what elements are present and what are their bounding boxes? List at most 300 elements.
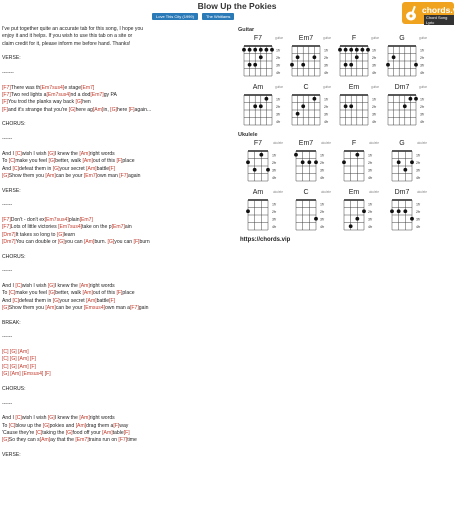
lyric-text: ------ bbox=[2, 400, 13, 407]
chord-link[interactable]: [Em7] bbox=[90, 92, 104, 99]
fret-label: 3fr bbox=[272, 168, 277, 173]
lyric-text: ------ bbox=[2, 334, 13, 341]
fret-label: 4fr bbox=[368, 175, 373, 180]
fret-label: 3fr bbox=[276, 112, 281, 117]
chord-link[interactable]: [Em7] bbox=[75, 437, 89, 444]
chord-link[interactable]: [C] bbox=[35, 429, 43, 436]
fret-label: 4fr bbox=[320, 175, 325, 180]
chord-link[interactable]: [C] [G] [Am] [F] bbox=[2, 356, 36, 363]
logo-subtitle: Chord Song Lyric bbox=[424, 15, 454, 25]
chord-source-label: ukulele bbox=[320, 190, 331, 194]
finger-dot bbox=[403, 104, 407, 108]
chord-diagram[interactable] bbox=[238, 35, 284, 81]
chord-diagram[interactable] bbox=[238, 189, 284, 235]
finger-dot bbox=[246, 209, 250, 213]
fret-label: 3fr bbox=[416, 168, 421, 173]
fret-label: 3fr bbox=[420, 63, 425, 68]
lyric-text: again... bbox=[134, 106, 152, 113]
chord-link[interactable]: [Am] bbox=[86, 165, 97, 172]
finger-dot bbox=[344, 63, 348, 67]
finger-dot bbox=[294, 153, 298, 157]
chord-link[interactable]: [F] bbox=[123, 429, 130, 436]
chord-link[interactable]: [F] bbox=[2, 99, 8, 106]
fret-label: 2fr bbox=[272, 209, 277, 214]
lyric-line bbox=[2, 188, 234, 195]
finger-dot bbox=[355, 48, 359, 52]
chord-link[interactable]: [F] bbox=[133, 238, 140, 245]
fret-label: 3fr bbox=[372, 63, 377, 68]
chord-source-label: guitar bbox=[275, 36, 283, 40]
finger-dot bbox=[349, 224, 353, 228]
chord-link[interactable]: [G] bbox=[110, 106, 117, 113]
lyric-text: So they can s bbox=[8, 437, 40, 444]
fretboard bbox=[334, 43, 380, 79]
fret-label: 4fr bbox=[272, 224, 277, 229]
lyric-line bbox=[2, 312, 234, 319]
chord-link[interactable]: [G] bbox=[68, 106, 76, 113]
fret-label: 1fr bbox=[420, 97, 425, 102]
chord-diagram[interactable] bbox=[286, 84, 332, 130]
finger-dot bbox=[253, 104, 257, 108]
chord-link[interactable]: [F] bbox=[2, 106, 8, 113]
lyric-line bbox=[2, 166, 234, 173]
lyric-text: I knew the bbox=[54, 283, 80, 290]
finger-dot bbox=[259, 104, 263, 108]
lyric-line bbox=[2, 26, 234, 33]
site-url[interactable]: https://chords.vip bbox=[240, 237, 291, 243]
fret-label: 4fr bbox=[420, 119, 425, 124]
fret-label: 2fr bbox=[272, 160, 277, 165]
lyric-text: right words bbox=[89, 150, 115, 157]
fret-label: 2fr bbox=[324, 104, 329, 109]
chord-source-label: guitar bbox=[371, 36, 379, 40]
lyric-line bbox=[2, 408, 234, 415]
lyric-text: make you feel bbox=[15, 158, 49, 165]
chord-link[interactable]: [G] bbox=[47, 150, 55, 157]
lyric-line bbox=[2, 327, 234, 334]
song-title: Blow Up the Pokies bbox=[197, 1, 277, 11]
chord-link[interactable]: [Em7sus4] bbox=[44, 216, 69, 223]
fret-label: 4fr bbox=[272, 175, 277, 180]
lyric-line bbox=[2, 224, 234, 231]
fretboard bbox=[238, 43, 284, 79]
finger-dot bbox=[307, 160, 311, 164]
fret-label: 3fr bbox=[324, 112, 329, 117]
lyric-line bbox=[2, 136, 234, 143]
chord-link[interactable]: [Em7sus4] bbox=[46, 92, 71, 99]
lyric-line bbox=[2, 430, 234, 437]
finger-dot bbox=[266, 168, 270, 172]
lyric-text: ay that the bbox=[50, 437, 76, 444]
finger-dot bbox=[403, 209, 407, 213]
chord-name: Dm7 bbox=[394, 189, 410, 196]
chord-diagram[interactable] bbox=[334, 189, 380, 235]
fret-label: 2fr bbox=[420, 55, 425, 60]
fret-label: 4fr bbox=[420, 70, 425, 75]
lyric-line bbox=[2, 290, 234, 297]
fretboard bbox=[334, 92, 380, 128]
chord-link[interactable]: [Emsus4] bbox=[83, 305, 106, 312]
site-logo[interactable] bbox=[402, 2, 465, 25]
lyric-text: And bbox=[2, 297, 13, 304]
finger-dot bbox=[349, 63, 353, 67]
guitar-chord-grid bbox=[238, 35, 428, 130]
finger-dot bbox=[253, 48, 257, 52]
lyric-text: 'Cause they're bbox=[2, 429, 36, 436]
lyric-line bbox=[2, 276, 234, 283]
finger-dot bbox=[344, 48, 348, 52]
chord-link[interactable]: [G] bbox=[52, 297, 60, 304]
chord-link[interactable]: [Dm7] bbox=[2, 238, 16, 245]
chord-link[interactable]: [F7] bbox=[2, 92, 11, 99]
song-lyrics bbox=[2, 26, 234, 459]
finger-dot bbox=[253, 168, 257, 172]
lyric-text: way bbox=[119, 422, 129, 429]
chord-link[interactable]: [Am] bbox=[86, 297, 97, 304]
fret-label: 2fr bbox=[372, 104, 377, 109]
artist-tag[interactable]: The Whitlams bbox=[202, 13, 234, 20]
lyric-text: Don't - don't ex bbox=[10, 216, 45, 223]
lyric-line bbox=[2, 92, 234, 99]
chord-link[interactable]: [F7] bbox=[2, 84, 11, 91]
chord-link[interactable]: [Em7] bbox=[111, 224, 125, 231]
lyric-line bbox=[2, 445, 234, 452]
chord-link[interactable]: [C] bbox=[12, 165, 19, 172]
chord-name: Em bbox=[348, 84, 360, 91]
lyric-text: out of this bbox=[92, 158, 117, 165]
finger-dot bbox=[301, 160, 305, 164]
fret-label: 1fr bbox=[372, 97, 377, 102]
lyric-text: trains run on bbox=[88, 437, 119, 444]
ukulele-chord-grid bbox=[238, 140, 428, 235]
chord-source-label: guitar bbox=[275, 85, 283, 89]
ukulele-panel-title: Ukulele bbox=[238, 132, 258, 138]
lyric-text: VERSE: bbox=[2, 187, 21, 194]
fret-label: 3fr bbox=[320, 217, 325, 222]
chord-link[interactable]: [G] bbox=[52, 165, 60, 172]
chord-link[interactable]: [G] [Am] [Emsus4] [F] bbox=[2, 371, 51, 378]
chord-name: Em bbox=[348, 189, 360, 196]
chord-link[interactable]: [Am] bbox=[79, 150, 90, 157]
lyric-text: And bbox=[2, 165, 13, 172]
lyric-text: pokies and bbox=[49, 422, 76, 429]
chord-source-label: ukulele bbox=[272, 190, 283, 194]
chord-link[interactable]: [F7] bbox=[2, 224, 11, 231]
chord-link[interactable]: [C] bbox=[8, 158, 16, 165]
chord-name: Am bbox=[252, 189, 264, 196]
finger-dot bbox=[355, 217, 359, 221]
lyric-line bbox=[2, 386, 234, 393]
finger-dot bbox=[313, 97, 317, 101]
chord-source-label: guitar bbox=[323, 85, 331, 89]
chord-link[interactable]: [C] bbox=[12, 297, 19, 304]
finger-dot bbox=[242, 48, 246, 52]
fret-label: 4fr bbox=[372, 119, 377, 124]
chord-link[interactable]: [G] bbox=[47, 415, 55, 422]
chord-diagram[interactable] bbox=[334, 35, 380, 81]
finger-dot bbox=[314, 160, 318, 164]
lyric-text: wish I wish bbox=[21, 415, 48, 422]
lyric-text: ------ bbox=[2, 202, 13, 209]
lyric-line bbox=[2, 401, 234, 408]
lyric-text: hen bbox=[82, 99, 91, 106]
lyric-text: battle bbox=[96, 297, 110, 304]
lyric-line bbox=[2, 41, 234, 48]
chord-link[interactable]: [G] bbox=[48, 158, 56, 165]
chord-diagram[interactable] bbox=[382, 140, 428, 186]
chord-link[interactable]: [Am] bbox=[92, 106, 104, 113]
lyric-text: You can double or bbox=[15, 238, 58, 245]
lyric-text: table bbox=[112, 429, 124, 436]
guitar-panel-title: Guitar bbox=[238, 27, 255, 33]
lyric-text: Show them you bbox=[8, 305, 46, 312]
lyric-text: Two red lights a bbox=[10, 92, 47, 99]
chord-link[interactable]: [Am] bbox=[79, 283, 90, 290]
chord-link[interactable]: [C] [G] [Am] bbox=[2, 349, 29, 356]
fret-label: 1fr bbox=[420, 48, 425, 53]
lyric-text: again bbox=[128, 172, 141, 179]
lyric-line bbox=[2, 393, 234, 400]
fretboard bbox=[382, 197, 428, 233]
chord-link[interactable]: [G] bbox=[2, 172, 9, 179]
lyric-line bbox=[2, 334, 234, 341]
chord-diagram[interactable] bbox=[238, 140, 284, 186]
finger-dot bbox=[390, 209, 394, 213]
chord-link[interactable]: [F7] bbox=[119, 172, 129, 179]
chord-name: F7 bbox=[253, 140, 263, 147]
chord-link[interactable]: [G] bbox=[57, 238, 65, 245]
finger-dot bbox=[265, 48, 269, 52]
chord-link[interactable]: [G] bbox=[56, 231, 64, 238]
chord-link[interactable]: [G] bbox=[65, 429, 73, 436]
fret-label: 2fr bbox=[372, 55, 377, 60]
lyric-text: drag them a bbox=[86, 422, 114, 429]
fretboard bbox=[334, 197, 380, 233]
chord-link[interactable]: [Am] bbox=[75, 422, 87, 429]
finger-dot bbox=[259, 48, 263, 52]
fret-label: 4fr bbox=[416, 224, 421, 229]
lyric-text: I knew the bbox=[54, 150, 80, 157]
lyric-text: take on the p bbox=[82, 224, 112, 231]
lyric-text: CHORUS: bbox=[2, 385, 26, 392]
lyric-text: out of this bbox=[92, 290, 117, 297]
chord-diagram[interactable] bbox=[334, 84, 380, 130]
chord-link[interactable]: [G] bbox=[107, 238, 115, 245]
lyric-line bbox=[2, 371, 234, 378]
fret-label: 2fr bbox=[320, 209, 325, 214]
chord-link[interactable]: [Am] bbox=[82, 290, 93, 297]
chord-name: Em7 bbox=[298, 35, 314, 42]
chord-link[interactable]: [F] bbox=[116, 290, 123, 297]
finger-dot bbox=[410, 217, 414, 221]
lyric-line bbox=[2, 246, 234, 253]
chord-name: F7 bbox=[253, 35, 263, 42]
chord-name: G bbox=[399, 140, 405, 147]
lyric-text: defeat them in bbox=[19, 297, 53, 304]
fret-label: 2fr bbox=[276, 104, 281, 109]
chord-diagram[interactable] bbox=[286, 35, 332, 81]
chord-name: C bbox=[303, 84, 309, 91]
chord-link[interactable]: [G] bbox=[42, 422, 50, 429]
chord-name: G bbox=[399, 35, 405, 42]
fret-label: 3fr bbox=[416, 217, 421, 222]
finger-dot bbox=[349, 104, 353, 108]
chord-link[interactable]: [Am] bbox=[83, 238, 95, 245]
lyric-text: right words bbox=[89, 283, 115, 290]
lyric-text: BREAK: bbox=[2, 319, 21, 326]
finger-dot bbox=[414, 97, 418, 101]
chord-link[interactable]: [F] bbox=[128, 106, 135, 113]
chord-diagram[interactable] bbox=[334, 140, 380, 186]
lyric-line bbox=[2, 356, 234, 363]
chord-diagram[interactable] bbox=[382, 35, 428, 81]
chord-link[interactable]: [G] bbox=[2, 305, 9, 312]
lyric-line bbox=[2, 48, 234, 55]
chord-link[interactable]: [G] bbox=[2, 437, 9, 444]
lyric-text: learn bbox=[63, 231, 76, 238]
chord-link[interactable]: [G] bbox=[75, 99, 83, 106]
lyric-text: ------- bbox=[2, 70, 14, 77]
chord-link[interactable]: [G] bbox=[48, 290, 56, 297]
chord-link[interactable]: [C] bbox=[8, 290, 16, 297]
chord-link[interactable]: [C] bbox=[15, 415, 22, 422]
chord-link[interactable]: [C] bbox=[15, 283, 22, 290]
chord-link[interactable]: [F7] bbox=[118, 437, 128, 444]
lyric-text: burn. bbox=[94, 238, 108, 245]
lyric-text: place bbox=[122, 158, 135, 165]
chord-link[interactable]: [Am] bbox=[45, 172, 56, 179]
finger-dot bbox=[361, 48, 365, 52]
finger-dot bbox=[253, 63, 257, 67]
chord-link[interactable]: [F] bbox=[109, 165, 116, 172]
chord-diagram[interactable] bbox=[286, 140, 332, 186]
lyric-text: CHORUS: bbox=[2, 253, 26, 260]
lyric-text: defeat them in bbox=[19, 165, 53, 172]
lyric-text: own man bbox=[97, 172, 120, 179]
finger-dot bbox=[392, 55, 396, 59]
fret-label: 4fr bbox=[416, 175, 421, 180]
fret-label: 4fr bbox=[276, 70, 281, 75]
chord-link[interactable]: [F] bbox=[113, 422, 120, 429]
chord-link[interactable]: [F7] bbox=[130, 305, 139, 312]
chord-source-label: ukulele bbox=[416, 141, 427, 145]
chord-name: C bbox=[303, 189, 309, 196]
chord-diagram[interactable] bbox=[286, 189, 332, 235]
chord-link[interactable]: [Em7] bbox=[81, 84, 95, 91]
fret-label: 1fr bbox=[276, 97, 281, 102]
lyric-line bbox=[2, 202, 234, 209]
chord-diagram[interactable] bbox=[382, 84, 428, 130]
lyric-text: in, bbox=[103, 106, 111, 113]
lyric-text: nd a dod bbox=[70, 92, 91, 99]
lyric-text: you can bbox=[114, 238, 134, 245]
lyric-line bbox=[2, 210, 234, 217]
finger-dot bbox=[366, 48, 370, 52]
lyric-text: Show them you bbox=[8, 172, 46, 179]
chord-link[interactable]: [C] bbox=[15, 150, 22, 157]
lyric-text: claim credit for it, please inform me before hand. Thanks! bbox=[2, 40, 131, 47]
finger-dot bbox=[248, 63, 252, 67]
chord-link[interactable]: [Em7sus4] bbox=[40, 84, 65, 91]
chord-link[interactable]: [Em7] bbox=[79, 216, 93, 223]
lyric-text: To bbox=[2, 422, 9, 429]
lyric-text: you can bbox=[64, 238, 84, 245]
chord-link[interactable]: [F] bbox=[116, 158, 123, 165]
lyric-line bbox=[2, 70, 234, 77]
chord-link[interactable]: [G] bbox=[47, 283, 55, 290]
chord-source-label: guitar bbox=[371, 85, 379, 89]
lyric-line bbox=[2, 298, 234, 305]
chord-link[interactable]: [Em7sus4] bbox=[58, 224, 83, 231]
chord-link[interactable]: [Am] bbox=[102, 429, 113, 436]
lyric-text: I knew the bbox=[54, 415, 80, 422]
lyric-line bbox=[2, 437, 234, 444]
lyric-line bbox=[2, 283, 234, 290]
lyric-text: your secret bbox=[59, 297, 87, 304]
lyric-line bbox=[2, 261, 234, 268]
chord-link[interactable]: [F] bbox=[109, 297, 116, 304]
lyric-text: You trod the planks way back bbox=[7, 99, 76, 106]
finger-dot bbox=[410, 160, 414, 164]
chord-link[interactable]: [Em7] bbox=[83, 172, 98, 179]
lyric-text: taking the bbox=[42, 429, 66, 436]
fret-label: 2fr bbox=[368, 209, 373, 214]
lyric-text: And I bbox=[2, 150, 16, 157]
fret-label: 1fr bbox=[324, 97, 329, 102]
chord-diagram[interactable] bbox=[238, 84, 284, 130]
finger-dot bbox=[246, 160, 250, 164]
chord-link[interactable]: [Am] bbox=[45, 305, 56, 312]
fret-label: 3fr bbox=[320, 168, 325, 173]
lyric-line bbox=[2, 99, 234, 106]
fretboard bbox=[382, 148, 428, 184]
finger-dot bbox=[409, 97, 413, 101]
chord-link[interactable]: [Am] bbox=[79, 415, 90, 422]
chord-link[interactable]: [C] bbox=[8, 422, 16, 429]
lyric-text: It takes so long to bbox=[15, 231, 57, 238]
lyric-text: VERSE: bbox=[2, 451, 21, 458]
fret-label: 4fr bbox=[324, 70, 329, 75]
lyric-text: I've put together quite an accurate tab for this song, I hope you bbox=[2, 26, 144, 32]
lyric-text: Lots of little victories bbox=[10, 224, 59, 231]
chord-link[interactable]: [Am] bbox=[39, 437, 51, 444]
fret-label: 1fr bbox=[324, 48, 329, 53]
lyric-line bbox=[2, 239, 234, 246]
fret-label: 1fr bbox=[272, 202, 277, 207]
lyric-text: and it's strange that you're bbox=[7, 106, 69, 113]
lyric-text: battle bbox=[96, 165, 110, 172]
fret-label: 2fr bbox=[416, 160, 421, 165]
lyric-line bbox=[2, 364, 234, 371]
lyric-text: ------ bbox=[2, 268, 13, 275]
lyric-text: better, walk bbox=[55, 158, 83, 165]
chord-link[interactable]: [C] [G] [Am] [F] bbox=[2, 363, 36, 370]
lyric-text: CHORUS: bbox=[2, 121, 26, 128]
finger-dot bbox=[344, 104, 348, 108]
chord-link[interactable]: [F7] bbox=[2, 216, 11, 223]
finger-dot bbox=[248, 48, 252, 52]
fret-label: 1fr bbox=[372, 48, 377, 53]
album-tag[interactable]: Love This City (1999) bbox=[152, 13, 198, 20]
chord-link[interactable]: [Dm7] bbox=[2, 231, 16, 238]
fret-label: 1fr bbox=[368, 153, 373, 158]
chord-diagram[interactable] bbox=[382, 189, 428, 235]
chord-source-label: ukulele bbox=[416, 190, 427, 194]
chord-link[interactable]: [Am] bbox=[82, 158, 93, 165]
chord-source-label: guitar bbox=[323, 36, 331, 40]
lyric-line bbox=[2, 77, 234, 84]
lyric-text: here bbox=[116, 106, 129, 113]
